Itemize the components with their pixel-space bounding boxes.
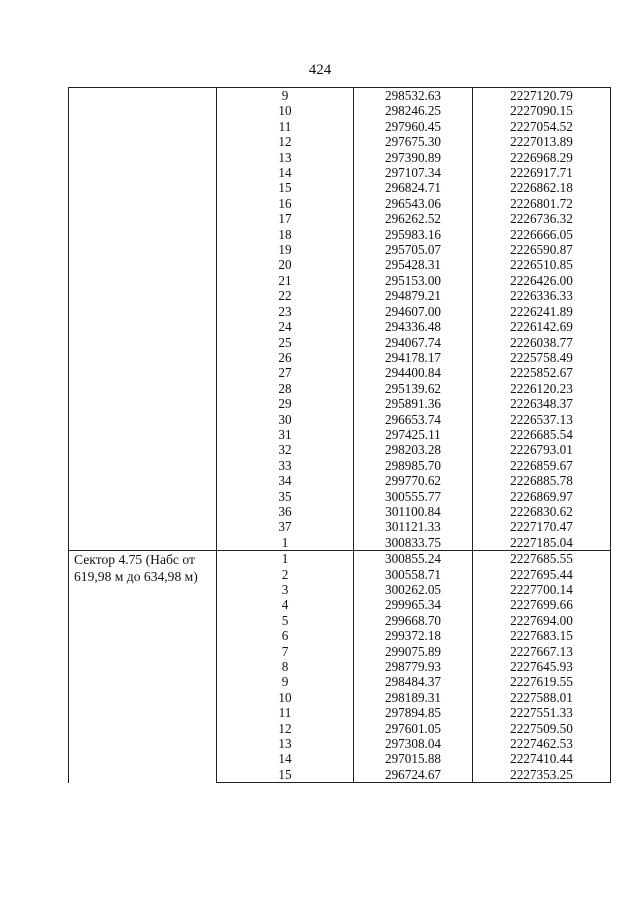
point-number-cell: 15 [217, 767, 354, 783]
y-coordinate-cell: 2227694.00 [473, 613, 611, 628]
x-coordinate-cell: 301100.84 [354, 504, 473, 519]
y-coordinate-cell: 2226666.05 [473, 227, 611, 242]
y-coordinate-cell: 2226120.23 [473, 381, 611, 396]
sector-cell [69, 88, 217, 551]
x-coordinate-cell: 295983.16 [354, 227, 473, 242]
x-coordinate-cell: 299668.70 [354, 613, 473, 628]
x-coordinate-cell: 296543.06 [354, 196, 473, 211]
x-coordinate-cell: 295428.31 [354, 257, 473, 272]
x-coordinate-cell: 298189.31 [354, 690, 473, 705]
x-coordinate-cell: 295139.62 [354, 381, 473, 396]
y-coordinate-cell: 2227013.89 [473, 134, 611, 149]
point-number-cell: 10 [217, 690, 354, 705]
point-number-cell: 16 [217, 196, 354, 211]
y-coordinate-cell: 2226142.69 [473, 319, 611, 334]
x-coordinate-cell: 300558.71 [354, 567, 473, 582]
point-number-cell: 29 [217, 396, 354, 411]
point-number-cell: 2 [217, 567, 354, 582]
point-number-cell: 36 [217, 504, 354, 519]
y-coordinate-cell: 2226885.78 [473, 473, 611, 488]
x-coordinate-cell: 295891.36 [354, 396, 473, 411]
point-number-cell: 15 [217, 180, 354, 195]
y-coordinate-cell: 2227699.66 [473, 597, 611, 612]
x-coordinate-cell: 297390.89 [354, 150, 473, 165]
y-coordinate-cell: 2227695.44 [473, 567, 611, 582]
point-number-cell: 37 [217, 519, 354, 534]
point-number-cell: 9 [217, 674, 354, 689]
y-coordinate-cell: 2227667.13 [473, 644, 611, 659]
x-coordinate-cell: 298779.93 [354, 659, 473, 674]
x-coordinate-cell: 300262.05 [354, 582, 473, 597]
y-coordinate-cell: 2226537.13 [473, 412, 611, 427]
x-coordinate-cell: 298985.70 [354, 458, 473, 473]
point-number-cell: 9 [217, 88, 354, 104]
coordinates-table-body [69, 88, 611, 783]
sector-label: Сектор 4.75 (Набс от 619,98 м до 634,98 м) [74, 552, 198, 585]
x-coordinate-cell: 300555.77 [354, 489, 473, 504]
point-number-cell: 14 [217, 751, 354, 766]
point-number-cell: 34 [217, 473, 354, 488]
y-coordinate-cell: 2226830.62 [473, 504, 611, 519]
y-coordinate-cell: 2226917.71 [473, 165, 611, 180]
point-number-cell: 32 [217, 442, 354, 457]
y-coordinate-cell: 2226968.29 [473, 150, 611, 165]
x-coordinate-cell: 299770.62 [354, 473, 473, 488]
point-number-cell: 3 [217, 582, 354, 597]
point-number-cell: 30 [217, 412, 354, 427]
y-coordinate-cell: 2227090.15 [473, 103, 611, 118]
x-coordinate-cell: 298532.63 [354, 88, 473, 104]
y-coordinate-cell: 2227462.53 [473, 736, 611, 751]
point-number-cell: 13 [217, 736, 354, 751]
x-coordinate-cell: 296653.74 [354, 412, 473, 427]
point-number-cell: 5 [217, 613, 354, 628]
x-coordinate-cell: 296824.71 [354, 180, 473, 195]
page-number: 424 [308, 62, 332, 78]
x-coordinate-cell: 297601.05 [354, 721, 473, 736]
y-coordinate-cell: 2226241.89 [473, 304, 611, 319]
y-coordinate-cell: 2225852.67 [473, 365, 611, 380]
point-number-cell: 27 [217, 365, 354, 380]
y-coordinate-cell: 2227551.33 [473, 705, 611, 720]
point-number-cell: 25 [217, 335, 354, 350]
y-coordinate-cell: 2226801.72 [473, 196, 611, 211]
y-coordinate-cell: 2227645.93 [473, 659, 611, 674]
x-coordinate-cell: 294400.84 [354, 365, 473, 380]
x-coordinate-cell: 297894.85 [354, 705, 473, 720]
x-coordinate-cell: 294067.74 [354, 335, 473, 350]
y-coordinate-cell: 2226510.85 [473, 257, 611, 272]
table-row [69, 551, 611, 567]
x-coordinate-cell: 299965.34 [354, 597, 473, 612]
point-number-cell: 1 [217, 551, 354, 567]
x-coordinate-cell: 297015.88 [354, 751, 473, 766]
y-coordinate-cell: 2226590.87 [473, 242, 611, 257]
point-number-cell: 13 [217, 150, 354, 165]
point-number-cell: 35 [217, 489, 354, 504]
y-coordinate-cell: 2227410.44 [473, 751, 611, 766]
x-coordinate-cell: 299075.89 [354, 644, 473, 659]
point-number-cell: 20 [217, 257, 354, 272]
x-coordinate-cell: 298203.28 [354, 442, 473, 457]
y-coordinate-cell: 2226869.97 [473, 489, 611, 504]
x-coordinate-cell: 297107.34 [354, 165, 473, 180]
sector-cell [69, 551, 217, 783]
x-coordinate-cell: 297960.45 [354, 119, 473, 134]
x-coordinate-cell: 297425.11 [354, 427, 473, 442]
point-number-cell: 21 [217, 273, 354, 288]
point-number-cell: 6 [217, 628, 354, 643]
x-coordinate-cell: 295705.07 [354, 242, 473, 257]
y-coordinate-cell: 2226859.67 [473, 458, 611, 473]
point-number-cell: 10 [217, 103, 354, 118]
y-coordinate-cell: 2227685.55 [473, 551, 611, 567]
x-coordinate-cell: 294879.21 [354, 288, 473, 303]
y-coordinate-cell: 2226426.00 [473, 273, 611, 288]
y-coordinate-cell: 2226685.54 [473, 427, 611, 442]
point-number-cell: 28 [217, 381, 354, 396]
y-coordinate-cell: 2227588.01 [473, 690, 611, 705]
y-coordinate-cell: 2227120.79 [473, 88, 611, 104]
y-coordinate-cell: 2227170.47 [473, 519, 611, 534]
y-coordinate-cell: 2225758.49 [473, 350, 611, 365]
x-coordinate-cell: 297675.30 [354, 134, 473, 149]
point-number-cell: 14 [217, 165, 354, 180]
y-coordinate-cell: 2227700.14 [473, 582, 611, 597]
point-number-cell: 11 [217, 705, 354, 720]
y-coordinate-cell: 2226793.01 [473, 442, 611, 457]
point-number-cell: 26 [217, 350, 354, 365]
x-coordinate-cell: 298246.25 [354, 103, 473, 118]
point-number-cell: 12 [217, 134, 354, 149]
point-number-cell: 12 [217, 721, 354, 736]
x-coordinate-cell: 295153.00 [354, 273, 473, 288]
x-coordinate-cell: 298484.37 [354, 674, 473, 689]
point-number-cell: 4 [217, 597, 354, 612]
y-coordinate-cell: 2226336.33 [473, 288, 611, 303]
point-number-cell: 19 [217, 242, 354, 257]
point-number-cell: 31 [217, 427, 354, 442]
point-number-cell: 18 [217, 227, 354, 242]
y-coordinate-cell: 2226348.37 [473, 396, 611, 411]
point-number-cell: 7 [217, 644, 354, 659]
point-number-cell: 24 [217, 319, 354, 334]
table-row [69, 88, 611, 104]
point-number-cell: 11 [217, 119, 354, 134]
y-coordinate-cell: 2226038.77 [473, 335, 611, 350]
point-number-cell: 23 [217, 304, 354, 319]
x-coordinate-cell: 300833.75 [354, 535, 473, 551]
x-coordinate-cell: 301121.33 [354, 519, 473, 534]
point-number-cell: 22 [217, 288, 354, 303]
x-coordinate-cell: 294178.17 [354, 350, 473, 365]
y-coordinate-cell: 2227054.52 [473, 119, 611, 134]
x-coordinate-cell: 296262.52 [354, 211, 473, 226]
coordinates-table [68, 87, 611, 783]
x-coordinate-cell: 300855.24 [354, 551, 473, 567]
y-coordinate-cell: 2227509.50 [473, 721, 611, 736]
y-coordinate-cell: 2227619.55 [473, 674, 611, 689]
y-coordinate-cell: 2227353.25 [473, 767, 611, 783]
y-coordinate-cell: 2226862.18 [473, 180, 611, 195]
point-number-cell: 1 [217, 535, 354, 551]
x-coordinate-cell: 294607.00 [354, 304, 473, 319]
x-coordinate-cell: 297308.04 [354, 736, 473, 751]
x-coordinate-cell: 299372.18 [354, 628, 473, 643]
y-coordinate-cell: 2227683.15 [473, 628, 611, 643]
point-number-cell: 33 [217, 458, 354, 473]
x-coordinate-cell: 296724.67 [354, 767, 473, 783]
point-number-cell: 8 [217, 659, 354, 674]
y-coordinate-cell: 2226736.32 [473, 211, 611, 226]
y-coordinate-cell: 2227185.04 [473, 535, 611, 551]
point-number-cell: 17 [217, 211, 354, 226]
x-coordinate-cell: 294336.48 [354, 319, 473, 334]
